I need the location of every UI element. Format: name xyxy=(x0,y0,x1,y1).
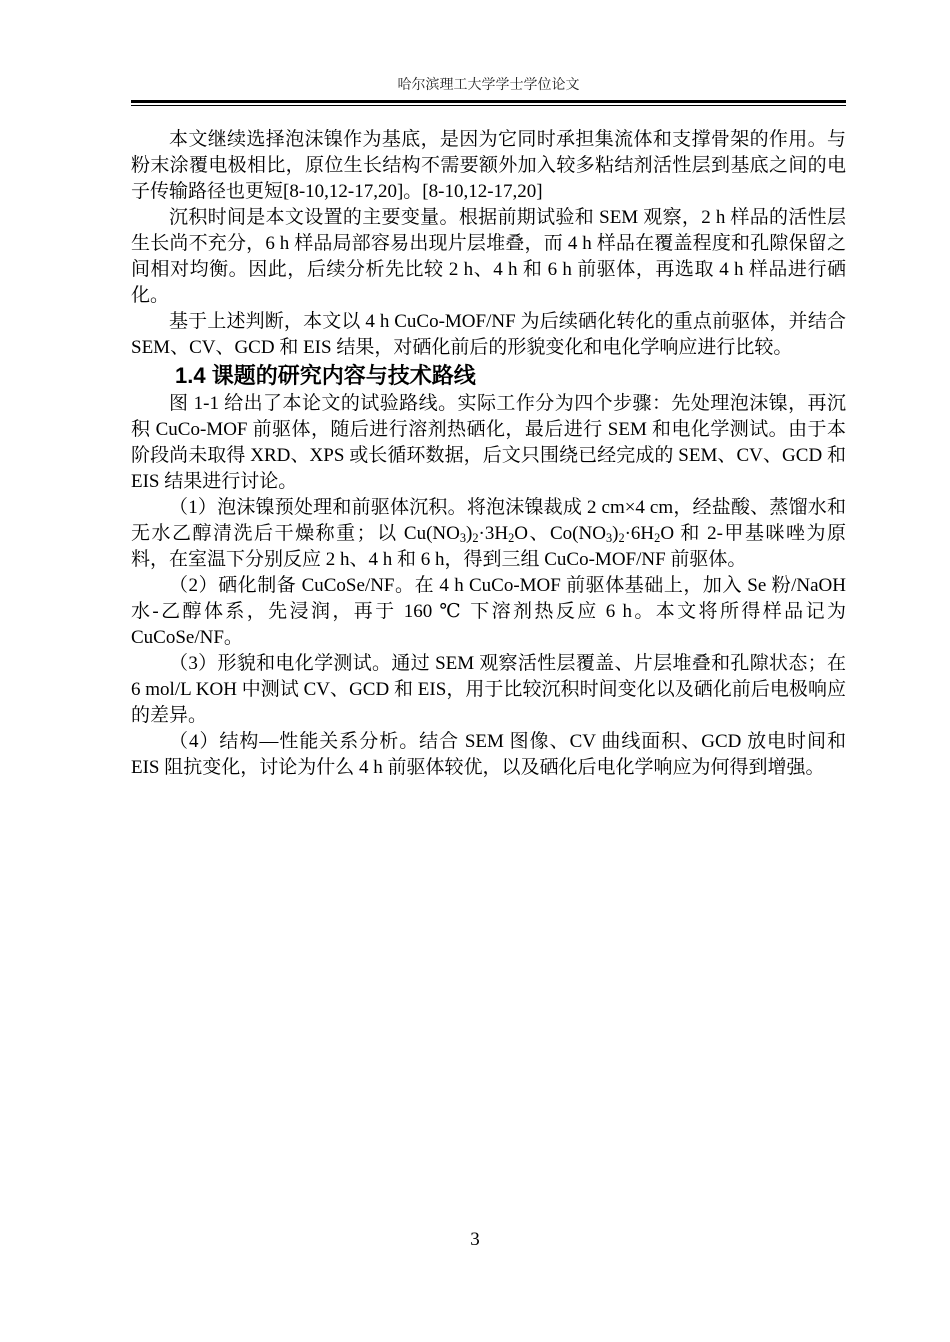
subscript: 2 xyxy=(508,531,515,546)
subscript: 2 xyxy=(618,531,625,546)
step1-text-a: （1）泡沫镍预处理和前驱体沉积。将泡沫镍裁成 2 cm×4 cm，经盐酸、蒸馏水和无水乙醇清洗后干燥称重；以 Cu(NO xyxy=(131,497,846,544)
step1-text-c: ·3H xyxy=(478,523,509,544)
paragraph-substrate: 本文继续选择泡沫镍作为基底，是因为它同时承担集流体和支撑骨架的作用。与粉末涂覆电极相比，原位生长结构不需要额外加入较多粘结剂活性层到基底之间的电子传输路径也更短[8-10,12-17,20]。[8-10,12-17,20] xyxy=(131,129,846,202)
step1-text-e: ) xyxy=(612,523,619,544)
step1-text-f: ·6H xyxy=(624,523,655,544)
page-number: 3 xyxy=(470,1229,480,1250)
running-header: 哈尔滨理工大学学士学位论文 xyxy=(397,78,580,93)
body-text xyxy=(131,127,846,781)
step1-text-b: ) xyxy=(466,523,473,544)
paragraph-step-4: （4）结构—性能关系分析。结合 SEM 图像、CV 曲线面积、GCD 放电时间和 EIS 阻抗变化，讨论为什么 4 h 前驱体较优，以及硒化后电化学响应为何得到增强。 xyxy=(131,731,846,778)
subscript: 2 xyxy=(654,531,661,546)
paragraph-step-2: （2）硒化制备 CuCoSe/NF。在 4 h CuCo-MOF 前驱体基础上，加入 Se 粉/NaOH 水-乙醇体系，先浸润，再于 160 ℃ 下溶剂热反应 6 h。本文将所得样品记为 CuCoSe/NF。 xyxy=(131,575,846,648)
step1-text-d: O、Co(NO xyxy=(514,523,606,544)
section-heading: 1.4 课题的研究内容与技术路线 xyxy=(175,363,476,388)
paragraph-step-1 xyxy=(131,495,846,573)
paragraph-deposition-time: 沉积时间是本文设置的主要变量。根据前期试验和 SEM 观察，2 h 样品的活性层生长尚不充分，6 h 样品局部容易出现片层堆叠，而 4 h 样品在覆盖程度和孔隙保留之间相对均衡。因此，后续分析先比较 2 h、4 h 和 6 h 前驱体，再选取 4 h 样品进行硒化。 xyxy=(131,207,846,306)
header-rule-thick xyxy=(131,100,846,103)
header-rule-thin xyxy=(131,105,846,106)
step1-text-g: O 和 2-甲基咪唑为原料，在室温下分别反应 2 h、4 h 和 6 h，得到三组 CuCo-MOF/NF 前驱体。 xyxy=(131,523,846,570)
paragraph-step-3: （3）形貌和电化学测试。通过 SEM 观察活性层覆盖、片层堆叠和孔隙状态；在 6 mol/L KOH 中测试 CV、GCD 和 EIS，用于比较沉积时间变化以及硒化前后电极响应的差异。 xyxy=(131,653,846,726)
paragraph-precursor-choice: 基于上述判断，本文以 4 h CuCo-MOF/NF 为后续硒化转化的重点前驱体，并结合 SEM、CV、GCD 和 EIS 结果，对硒化前后的形貌变化和电化学响应进行比较。 xyxy=(131,311,846,358)
subscript: 2 xyxy=(472,531,479,546)
paragraph-route-intro: 图 1-1 给出了本论文的试验路线。实际工作分为四个步骤：先处理泡沫镍，再沉积 CuCo-MOF 前驱体，随后进行溶剂热硒化，最后进行 SEM 和电化学测试。由于本阶段尚未取得 XRD、XPS 或长循环数据，后文只围绕已经完成的 SEM、CV、GCD 和 EIS 结果进行讨论。 xyxy=(131,393,846,492)
subscript: 3 xyxy=(605,531,613,546)
subscript: 3 xyxy=(459,531,467,546)
